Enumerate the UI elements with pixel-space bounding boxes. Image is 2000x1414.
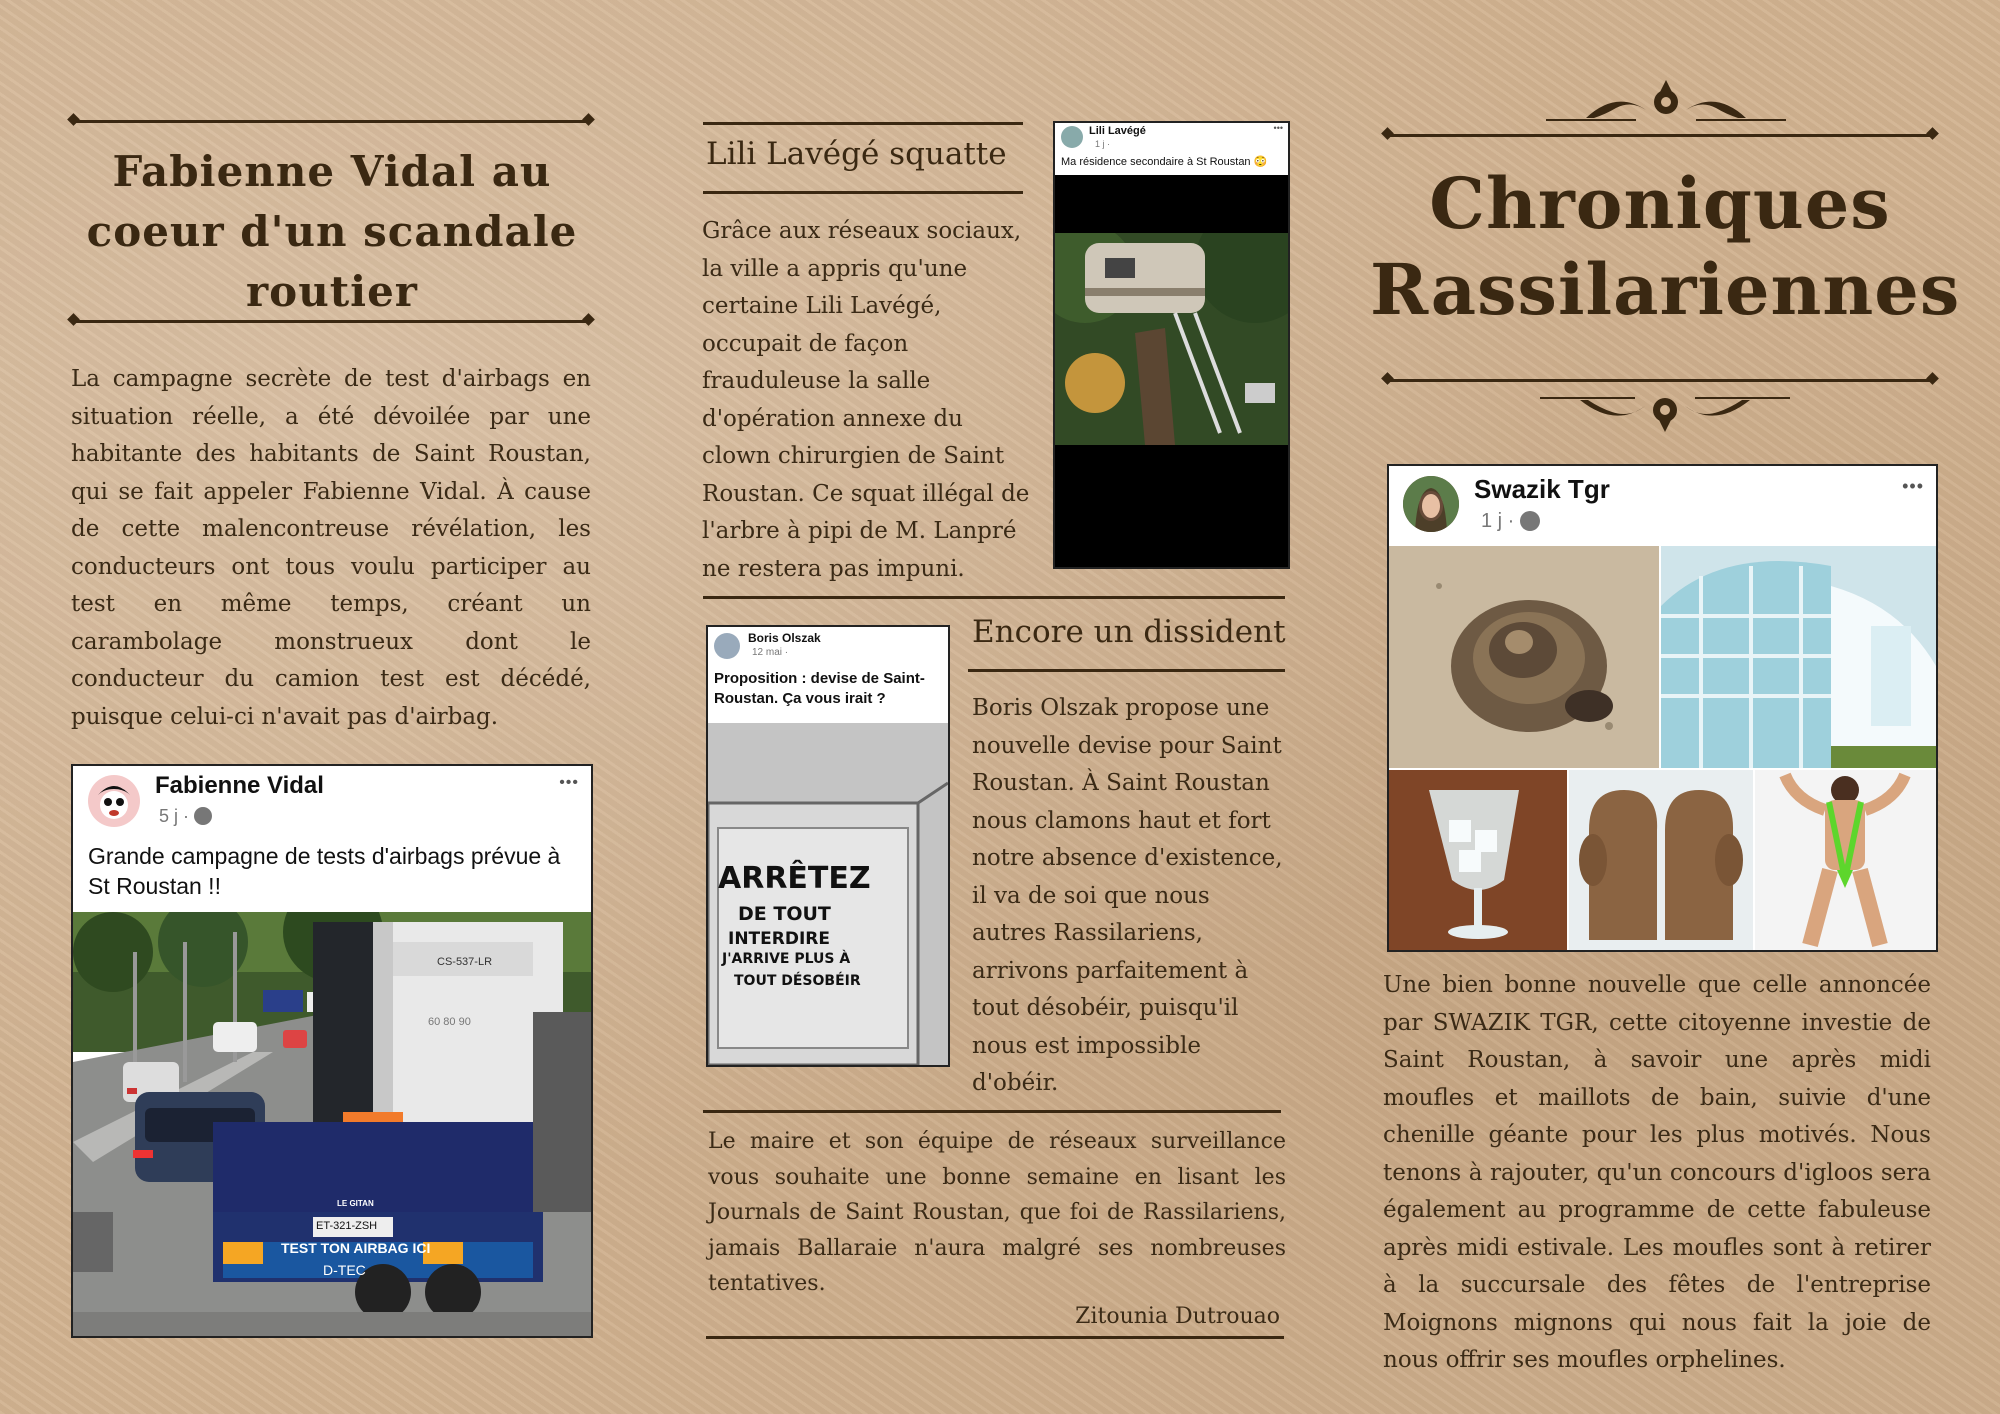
boris-article-title: Encore un dissident (972, 614, 1286, 650)
avatar (1403, 476, 1459, 532)
post-meta (159, 806, 212, 827)
masthead-top-rule (1388, 134, 1932, 137)
globe-icon (194, 807, 212, 825)
left-title-bottom-rule (74, 320, 588, 323)
closing-top-rule (703, 1110, 1281, 1113)
masthead-bottom-rule (1388, 379, 1932, 382)
closing-bottom-rule (706, 1336, 1284, 1339)
snail-photo (1389, 546, 1659, 768)
trailer-plate: ET-321-ZSH (316, 1220, 378, 1232)
post-header (1389, 466, 1936, 546)
trailer-sign: TEST TON AIRBAG ICI (281, 1240, 431, 1256)
post-meta (1481, 510, 1540, 533)
closing-body: Le maire et son équipe de réseaux surveillance vous souhaite une bonne semaine en lisant les Journals de Saint Roustan, que foi de Rassilariens, jamais Ballaraie n'aura malgré ses nombreuses tentatives. (708, 1129, 1286, 1296)
post-author[interactable]: Boris Olszak (748, 631, 821, 645)
fabienne-post (71, 764, 593, 1338)
mittens-photo (1569, 770, 1753, 950)
highway-photo (73, 912, 591, 1336)
masthead-top-ornament (1546, 80, 1786, 130)
truck-number: 60 80 90 (428, 1016, 471, 1028)
masthead-title-line2: Rassilariennes (1370, 248, 1961, 331)
lili-post (1053, 121, 1290, 569)
globe-icon (1520, 511, 1540, 531)
post-author[interactable]: Swazik Tgr (1474, 474, 1610, 504)
boris-title-rule (968, 669, 1285, 672)
graffiti-line: INTERDIRE (728, 929, 830, 949)
graffiti-line: DE TOUT (738, 903, 831, 925)
masthead-title-line1: Chroniques (1429, 162, 1891, 245)
more-options-button[interactable]: ••• (1902, 476, 1924, 496)
post-time: 12 mai · (752, 647, 789, 658)
boris-article-body: Boris Olszak propose une nouvelle devise pour Saint Roustan. À Saint Roustan nous clamons haut et fort notre absence d'existence, il va de soi que nous autres Rassilariens, arrivons parfaitement à tout désobéir, puisqu'il nous est impossible d'obéir. (972, 695, 1283, 1096)
left-article-body: La campagne secrète de test d'airbags en situation réelle, a été dévoilée par une habitante des habitants de Saint Roustan, qui se fait appeler Fabienne Vidal. À cause de cette malencontreuse révélation, les conducteurs ont tous voulu participer au test en même temps, créant un carambolage monstrueux dont le conducteur du camion test est décédé, puisque celui-ci n'avait pas d'airbag. (71, 366, 591, 730)
avatar (714, 633, 740, 659)
truck-plate: CS-537-LR (437, 956, 493, 968)
lili-title-top-rule (703, 122, 1023, 125)
ice-glass-photo (1389, 770, 1567, 950)
graffiti-line: J'ARRIVE PLUS À (722, 951, 851, 967)
post-header (73, 766, 591, 910)
post-time: 5 j · (159, 806, 190, 826)
post-time: 1 j · (1095, 139, 1111, 149)
post-text: Proposition : devise de Saint-Roustan. Ça vous irait ? (714, 670, 925, 707)
swazik-post (1387, 464, 1938, 952)
igloo-photo (1661, 546, 1936, 768)
left-article-title: Fabienne Vidal au coeur d'un scandale routier (86, 147, 578, 316)
post-header (1055, 123, 1288, 175)
post-author[interactable]: Fabienne Vidal (155, 772, 324, 799)
boris-post (706, 625, 950, 1067)
graffiti-line: TOUT DÉSOBÉIR (734, 973, 861, 989)
trailer-company: D-TEC (323, 1262, 366, 1278)
graffiti-line: ARRÊTEZ (718, 861, 871, 896)
more-options-button[interactable]: ••• (1273, 123, 1283, 133)
post-text: Ma résidence secondaire à St Roustan 😳 (1061, 156, 1268, 168)
post-text: Grande campagne de tests d'airbags prévue à St Roustan !! (88, 843, 561, 899)
masthead-bottom-ornament (1540, 388, 1790, 434)
more-options-button[interactable]: ••• (559, 774, 579, 791)
treehouse-photo (1055, 233, 1288, 445)
swazik-article-body: Une bien bonne nouvelle que celle annoncée par SWAZIK TGR, cette citoyenne investie de Saint Roustan, à savoir une après midi moufles et maillots de bain, suivie d'une chenille géante pour les plus motivés. Nous tenons à rajouter, qu'un concours d'igloos sera également au programme de cette fabuleuse après midi estivale. Les moufles sont à retirer à la succursale des fêtes de l'entreprise Moignons mignons qui nous fait la joie de nous offrir ses moufles orphelines. (1383, 972, 1931, 1373)
lili-article-body: Grâce aux réseaux sociaux, la ville a appris qu'une certaine Lili Lavégé, occupait de façon frauduleuse la salle d'opération annexe du clown chirurgien de Saint Roustan. Ce squat illégal de l'arbre à pipi de M. Lanpré ne restera pas impuni. (702, 218, 1030, 582)
lili-article-title: Lili Lavégé squatte (706, 136, 1007, 172)
trailer-brand: LE GITAN (337, 1199, 374, 1208)
middle-divider-rule (703, 596, 1285, 599)
avatar (1061, 126, 1083, 148)
graffiti-photo (708, 723, 948, 1065)
mankini-photo (1755, 770, 1936, 950)
post-header (708, 627, 948, 723)
lili-title-bottom-rule (703, 191, 1023, 194)
left-title-top-rule (74, 120, 588, 123)
avatar (88, 775, 140, 827)
post-author[interactable]: Lili Lavégé (1089, 125, 1146, 137)
closing-signature: Zitounia Dutrouao (1075, 1304, 1280, 1329)
post-time: 1 j · (1481, 510, 1515, 532)
